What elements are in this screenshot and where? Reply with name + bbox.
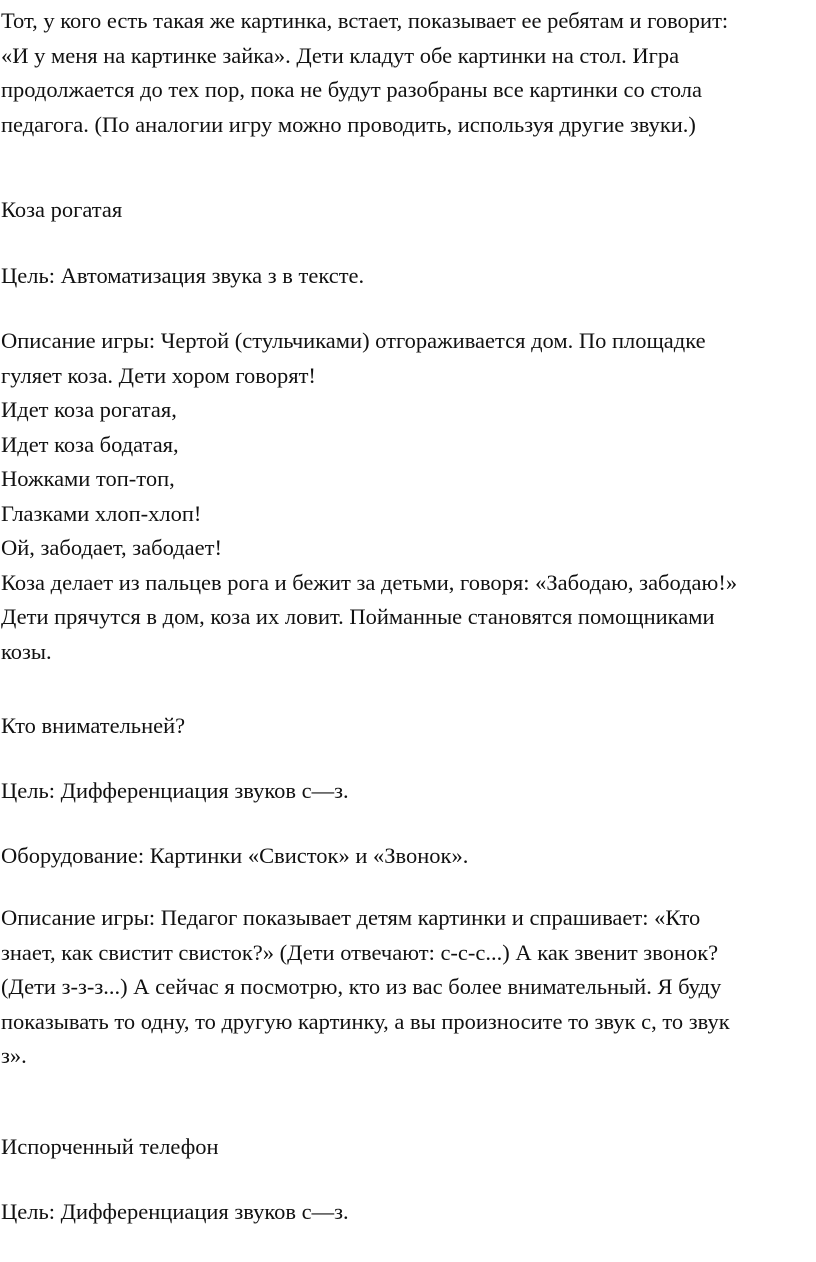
text-line: знает, как свистит свисток?» (Дети отвечают: с-с-с...) А как звенит звонок? (1, 939, 719, 965)
text-line: Описание игры: Чертой (стульчиками) отгораживается дом. По площадке (1, 328, 706, 353)
text-line: Идет коза бодатая, (1, 431, 179, 457)
text-line: «И у меня на картинке зайка». Дети кладут обе картинки на стол. Игра (1, 42, 680, 68)
section-title-vnimatelnei: Кто внимательней? (1, 713, 186, 738)
text-line: козы. (1, 638, 52, 664)
text-line: Ой, забодает, забодает! (1, 535, 222, 560)
text-line: Ножками топ-топ, (1, 466, 175, 491)
equipment-vnimatelnei: Оборудование: Картинки «Свисток» и «Звонок». (1, 843, 469, 868)
description-koza (1, 324, 813, 669)
text-line: Идет коза рогатая, (1, 397, 177, 422)
goal-telefon: Цель: Дифференциация звуков с—з. (1, 1199, 349, 1224)
section-title-koza: Коза рогатая (1, 197, 123, 222)
text-line: продолжается до тех пор, пока не будут разобраны все картинки со стола (1, 77, 703, 102)
text-line: Тот, у кого есть такая же картинка, встает, показывает ее ребятам и говорит: (1, 8, 729, 33)
text-line: гуляет коза. Дети хором говорят! (1, 362, 316, 388)
goal-vnimatelnei: Цель: Дифференциация звуков с—з. (1, 778, 349, 803)
text-line: з». (1, 1043, 27, 1068)
text-line: показывать то одну, то другую картинку, а вы произносите то звук с, то звук (1, 1008, 730, 1034)
goal-koza: Цель: Автоматизация звука з в тексте. (1, 263, 365, 288)
description-vnimatelnei (1, 901, 813, 1074)
text-line: педагога. (По аналогии игру можно проводить, используя другие звуки.) (1, 111, 696, 137)
text-line: (Дети з-з-з...) А сейчас я посмотрю, кто из вас более внимательный. Я буду (1, 974, 722, 999)
intro-paragraph (1, 4, 813, 142)
section-title-telefon: Испорченный телефон (1, 1134, 219, 1159)
text-line: Коза делает из пальцев рога и бежит за детьми, говоря: «Забодаю, забодаю!» (1, 569, 738, 595)
text-line: Глазками хлоп-хлоп! (1, 500, 202, 526)
text-line: Дети прячутся в дом, коза их ловит. Пойманные становятся помощниками (1, 604, 715, 629)
text-line: Описание игры: Педагог показывает детям картинки и спрашивает: «Кто (1, 905, 701, 930)
